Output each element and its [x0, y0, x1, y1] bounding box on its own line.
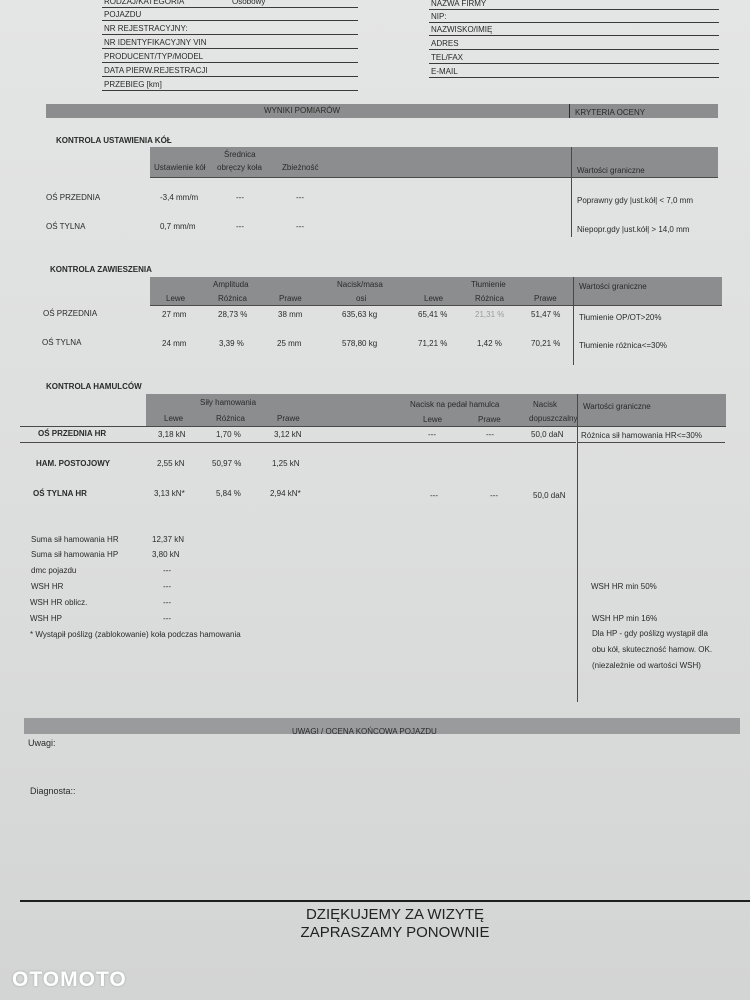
row-label: OŚ TYLNA HR	[33, 489, 87, 498]
limit-wsh-hp: WSH HP min 16%	[592, 614, 658, 623]
brake-forces: Siły hamowania	[200, 398, 257, 407]
pedal-right: Prawe	[478, 415, 501, 424]
cell: 50,97 %	[212, 459, 242, 468]
cell: 50,0 daN	[531, 430, 564, 439]
remarks-title: UWAGI / OCENA KOŃCOWA POJAZDU	[292, 727, 437, 736]
header-label-company: NAZWA FIRMY	[431, 0, 487, 8]
row-label: OŚ TYLNA	[46, 222, 86, 231]
remarks-diagnosta: Diagnosta::	[30, 786, 76, 796]
header-label-registration: NR REJESTRACYJNY:	[104, 24, 188, 33]
header-line	[429, 22, 719, 23]
remarks-uwagi: Uwagi:	[28, 738, 56, 748]
thanks-line-1: DZIĘKUJEMY ZA WIZYTĘ	[305, 906, 485, 923]
susp-right: Prawe	[279, 294, 302, 303]
cell: 3,39 %	[219, 339, 244, 348]
wheel-col2-top: Średnica	[224, 150, 256, 159]
cell: ---	[428, 430, 436, 439]
cell: 1,42 %	[477, 339, 502, 348]
cell: 38 mm	[278, 310, 303, 319]
header-label-first-reg: DATA PIERW.REJESTRACJI	[104, 66, 208, 75]
hp-note-line: obu kół, skuteczność hamow. OK.	[592, 645, 713, 654]
otomoto-watermark: OTOMOTO	[12, 968, 127, 991]
susp-damping: Tłumienie	[471, 280, 506, 289]
row-label: HAM. POSTOJOWY	[36, 459, 111, 468]
cell: 3,13 kN*	[154, 489, 185, 498]
summary-label: Suma sił hamowania HR	[31, 535, 119, 544]
cell: ---	[296, 193, 304, 202]
hp-note-line: (niezależnie od wartości WSH)	[592, 661, 701, 670]
cell: 25 mm	[277, 339, 302, 348]
header-label-name: NAZWISKO/IMIĘ	[431, 25, 493, 34]
cell: 24 mm	[162, 339, 187, 348]
summary-value: ---	[163, 566, 171, 575]
header-line	[429, 77, 719, 78]
criteria-title: KRYTERIA OCENY	[575, 108, 646, 117]
cell: ---	[486, 430, 494, 439]
header-line	[102, 34, 358, 35]
divider	[571, 147, 572, 237]
hp-note-line: Dla HP - gdy poślizg wystąpił dla	[592, 629, 708, 638]
header-label-address: ADRES	[431, 39, 459, 48]
header-value-category: Osobowy	[232, 0, 266, 6]
brake-allowed-top: Nacisk	[533, 400, 558, 409]
header-line	[429, 9, 719, 10]
cell: 71,21 %	[418, 339, 448, 348]
divider	[150, 177, 718, 178]
header-line	[102, 90, 358, 91]
divider	[573, 277, 574, 365]
header-line	[429, 63, 719, 64]
brakes-section-title: KONTROLA HAMULCÓW	[46, 382, 142, 391]
cell: ---	[236, 222, 244, 231]
cell: 70,21 %	[531, 339, 561, 348]
cell: 28,73 %	[218, 310, 248, 319]
cell: 578,80 kg	[342, 339, 378, 348]
susp-load: osi	[356, 294, 367, 303]
susp-damp-diff: Różnica	[475, 294, 504, 303]
pedal-left: Lewe	[423, 415, 443, 424]
cell: 3,12 kN	[274, 430, 302, 439]
header-label-mileage: PRZEBIEG [km]	[104, 80, 162, 89]
summary-label: dmc pojazdu	[31, 566, 77, 575]
row-label: OŚ PRZEDNIA	[46, 193, 101, 202]
header-label-phone: TEL/FAX	[431, 53, 464, 62]
header-label-model: PRODUCENT/TYP/MODEL	[104, 52, 204, 61]
cell: 21,31 %	[475, 310, 505, 319]
cell: ---	[296, 222, 304, 231]
brake-left: Lewe	[164, 414, 184, 423]
cell: ---	[430, 491, 438, 500]
divider	[150, 305, 722, 306]
summary-value: 12,37 kN	[152, 535, 185, 544]
footnote: * Wystąpił poślizg (zablokowanie) koła podczas hamowania	[30, 630, 241, 639]
footer-divider	[20, 900, 750, 902]
susp-load-top: Nacisk/masa	[337, 280, 383, 289]
header-label-email: E-MAIL	[431, 67, 458, 76]
susp-amplitude: Amplituda	[213, 280, 249, 289]
divider	[20, 426, 726, 427]
cell: 51,47 %	[531, 310, 561, 319]
summary-label: WSH HP	[30, 614, 62, 623]
header-label-vin: NR IDENTYFIKACYJNY VIN	[104, 38, 207, 47]
header-line	[429, 49, 719, 50]
cell: 5,84 %	[216, 489, 241, 498]
header-line	[102, 76, 358, 77]
brake-allowed: dopuszczalny	[529, 414, 578, 423]
row-label: OŚ PRZEDNIA	[43, 309, 98, 318]
limit-text: Poprawny gdy |ust.kół| < 7,0 mm	[577, 196, 693, 205]
header-line	[102, 48, 358, 49]
results-title: WYNIKI POMIARÓW	[264, 106, 340, 115]
header-label-category: RODZAJ/KATEGORIA	[104, 0, 185, 6]
cell: 50,0 daN	[533, 491, 566, 500]
limit-text: Tłumienie różnica<=30%	[579, 341, 668, 350]
cell: 2,94 kN*	[270, 489, 301, 498]
cell: ---	[490, 491, 498, 500]
cell: -3,4 mm/m	[160, 193, 199, 202]
cell: ---	[236, 193, 244, 202]
susp-limits-header: Wartości graniczne	[579, 282, 647, 291]
divider	[577, 442, 725, 443]
divider	[20, 442, 576, 443]
summary-value: ---	[163, 598, 171, 607]
divider	[569, 104, 570, 118]
summary-label: WSH HR	[31, 582, 64, 591]
cell: 1,25 kN	[272, 459, 300, 468]
cell: 27 mm	[162, 310, 187, 319]
cell: 65,41 %	[418, 310, 448, 319]
wheel-limits-header: Wartości graniczne	[577, 166, 645, 175]
header-line	[102, 20, 358, 21]
cell: 1,70 %	[216, 430, 241, 439]
header-line	[102, 62, 358, 63]
suspension-section-title: KONTROLA ZAWIESZENIA	[50, 265, 152, 274]
summary-value: 3,80 kN	[152, 550, 180, 559]
brake-limits-header: Wartości graniczne	[583, 402, 651, 411]
brake-diff: Różnica	[216, 414, 245, 423]
summary-value: ---	[163, 614, 171, 623]
limit-text: Tłumienie OP/OT>20%	[579, 313, 662, 322]
wheel-col1: Ustawienie kół	[154, 163, 206, 172]
limit-text: Niepopr.gdy |ust.kół| > 14,0 mm	[577, 225, 690, 234]
cell: 2,55 kN	[157, 459, 185, 468]
thanks-line-2: ZAPRASZAMY PONOWNIE	[300, 924, 490, 941]
cell: 635,63 kg	[342, 310, 378, 319]
susp-damp-right: Prawe	[534, 294, 557, 303]
wheel-col3: Zbieżność	[282, 163, 319, 172]
header-line	[102, 7, 358, 8]
limit-wsh-hr: WSH HR min 50%	[591, 582, 657, 591]
brake-right: Prawe	[277, 414, 300, 423]
brake-pedal: Nacisk na pedał hamulca	[410, 400, 500, 409]
limit-text: Różnica sił hamowania HR<=30%	[581, 431, 702, 440]
header-label-nip: NIP:	[431, 12, 447, 21]
header-label-vehicle: POJAZDU	[104, 10, 142, 19]
summary-label: WSH HR oblicz.	[30, 598, 88, 607]
susp-damp-left: Lewe	[424, 294, 444, 303]
summary-value: ---	[163, 582, 171, 591]
row-label: OŚ PRZEDNIA HR	[38, 429, 107, 438]
header-line	[429, 35, 719, 36]
susp-diff: Różnica	[218, 294, 247, 303]
summary-label: Suma sił hamowania HP	[31, 550, 119, 559]
susp-left: Lewe	[166, 294, 186, 303]
wheel-section-title: KONTROLA USTAWIENIA KÓŁ	[56, 136, 172, 145]
row-label: OŚ TYLNA	[42, 338, 82, 347]
divider	[577, 394, 578, 702]
wheel-col2: obręczy koła	[217, 163, 262, 172]
cell: 0,7 mm/m	[160, 222, 196, 231]
cell: 3,18 kN	[158, 430, 186, 439]
